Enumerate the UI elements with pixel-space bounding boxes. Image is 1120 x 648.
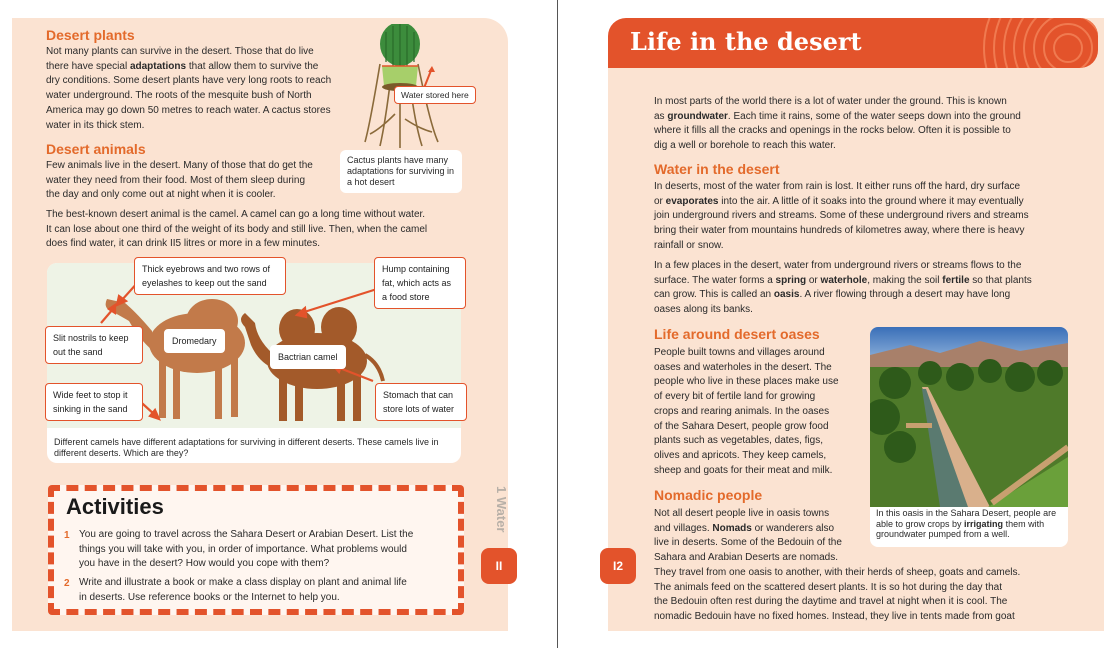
eyebrows-label: Thick eyebrows and two rows of eyelashes to keep out the sand	[134, 257, 286, 295]
desert-plants-text: Not many plants can survive in the desert. Those that do live there have special adaptations that allow them to survive the dry conditions. Some desert plants have very long roots to reach water underground. The roots of the mesquite bush of North America may go down 50 metres to reach water. A cactus stores water in its thick stem.	[46, 46, 332, 131]
page-number-right: I2	[600, 548, 636, 584]
desert-animals-para1: Few animals live in the desert. Many of those that do get the water they need from their food. Most of them sleep during the day and only come out at night when it is cooler.	[46, 160, 313, 201]
water-stored-label: Water stored here	[394, 86, 476, 104]
hump-label: Hump containing fat, which acts as a food store	[374, 257, 466, 309]
activity-2-number: 2	[64, 578, 70, 589]
desert-plants-heading: Desert plants	[46, 27, 135, 43]
oases-text: People built towns and villages around oases and waterholes in the desert. The people who live in these places make use of every bit of fertile land for growing crops and rearing animals. In the oases of the Sahara Desert, people grow food plants such as vegetables, dates, figs, olives and apricots. They keep camels, sheep and goats for their meat and milk.	[654, 347, 839, 476]
nomadic-text: Not all desert people live in oasis towns and villages. Nomads or wanderers also live in deserts. Some of the Bedouin of the Sahara and Arabian Deserts are nomads. They travel from one oasis to another, with their herds of sheep, goats and camels. The animals feed on the scattered desert plants. It is so hot during the day that the Bedouin often rest during the daytime and travel at night when it is cool. The nomadic Bedouin have no fixed homes. Instead, they live in tents made from goat	[654, 508, 1021, 622]
desert-animals-heading: Desert animals	[46, 141, 146, 157]
water-in-desert-heading: Water in the desert	[654, 161, 780, 177]
water-in-desert-para1: In deserts, most of the water from rain is lost. It either runs off the hard, dry surface or evaporates into the air. A little of it soaks into the ground where it may eventually join underground rivers and streams. Some of these underground rivers and streams bring their water from mountains hundreds of kilometres away, where there is heavy rainfall or snow.	[654, 181, 1029, 251]
intro-text: In most parts of the world there is a lot of water under the ground. This is known as groundwater. Each time it rains, some of the water seeps down into the ground where it fills all the cracks and openings in the rocks below. Often it is possible to dig a well or borehole to reach this water.	[654, 96, 1021, 152]
nomadic-heading: Nomadic people	[654, 487, 763, 503]
book-spine	[557, 0, 558, 648]
activities-title: Activities	[66, 494, 164, 519]
activity-1-number: 1	[64, 530, 70, 541]
feet-label: Wide feet to stop it sinking in the sand	[45, 383, 143, 421]
cactus-caption: Cactus plants have many adaptations for surviving in a hot desert	[340, 150, 462, 193]
section-tab	[491, 478, 511, 548]
bactrian-label: Bactrian camel	[270, 345, 346, 369]
dromedary-label: Dromedary	[164, 329, 225, 353]
activity-2-text: Write and illustrate a book or make a class display on plant and animal life in deserts. Use reference books or the Internet to help you.	[79, 577, 407, 603]
oases-heading: Life around desert oases	[654, 326, 820, 342]
page-number-left: II	[481, 548, 517, 584]
desert-animals-para2: The best-known desert animal is the camel. A camel can go a long time without water. It can lose about one third of the weight of its body and still live. Then, when the camel does find water, it can drink II5 litres or more in a few minutes.	[46, 209, 428, 250]
camel-caption: Different camels have different adaptations for surviving in different deserts. These camels live in different deserts. Which are they?	[54, 437, 439, 458]
nostrils-label: Slit nostrils to keep out the sand	[45, 326, 143, 364]
water-in-desert-para2: In a few places in the desert, water from underground rivers or streams flows to the surface. The water forms a spring or waterhole, making the soil fertile so that plants can grow. This is called an oasis. A river flowing through a desert may have long oases along its banks.	[654, 260, 1032, 316]
section-tab-label: 1 Water	[494, 486, 509, 533]
page-title: Life in the desert	[630, 27, 862, 56]
activity-1-text: You are going to travel across the Sahara Desert or Arabian Desert. List the things you will take with you, in order of importance. What problems would you have in the desert? How would you cope with them?	[79, 529, 414, 569]
stomach-label: Stomach that can store lots of water	[375, 383, 467, 421]
oasis-photo-caption: In this oasis in the Sahara Desert, people are able to grow crops by irrigating them with groundwater pumped from a well.	[876, 508, 1057, 539]
